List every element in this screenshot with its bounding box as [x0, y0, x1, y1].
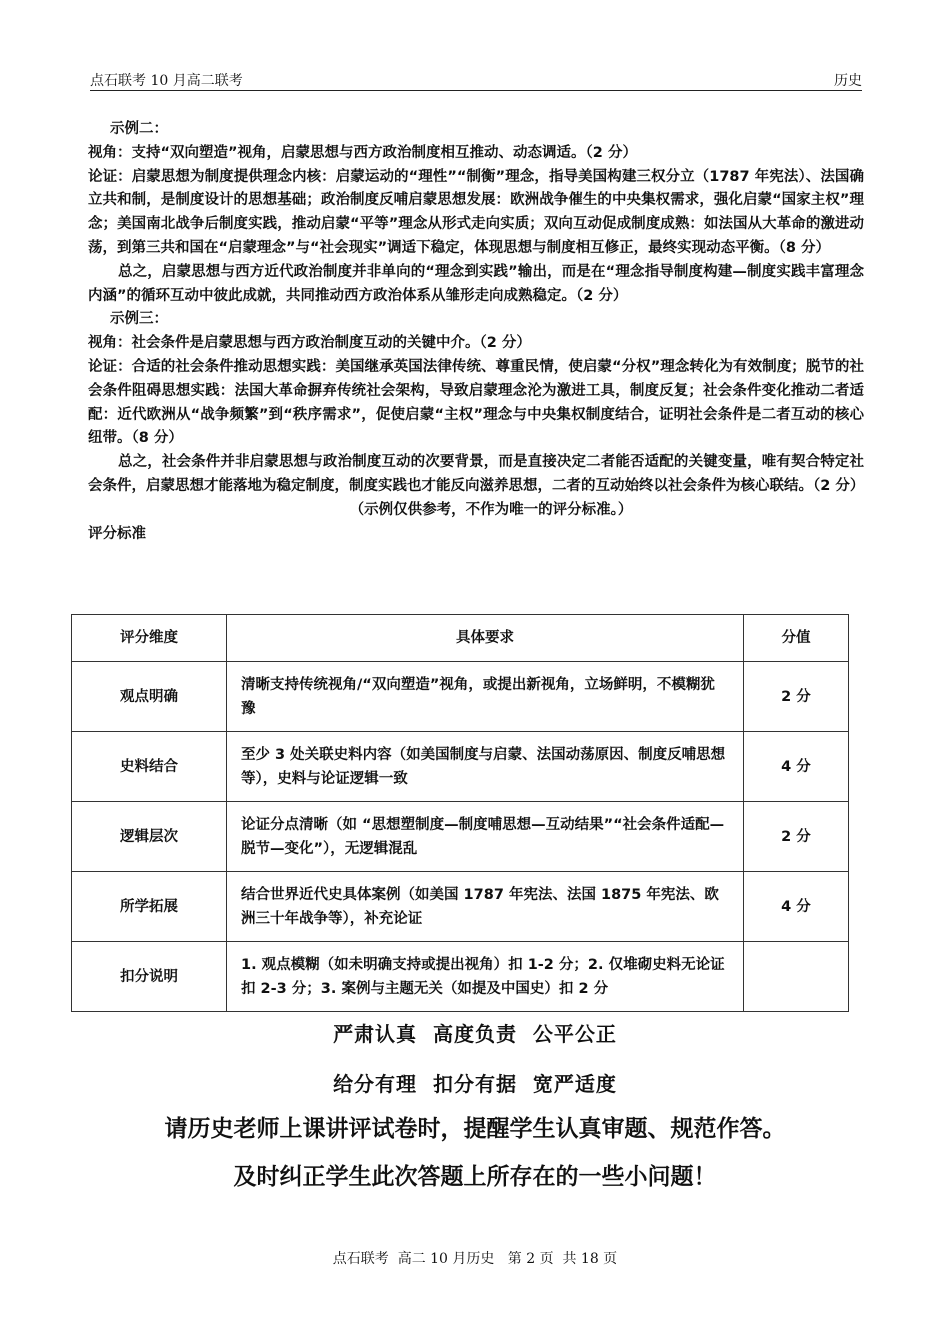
rubric-requirement: 结合世界近代史具体案例（如美国 1787 年宪法、法国 1875 年宪法、欧洲三十年战争等），补充论证: [227, 872, 744, 942]
motto-line-2: 给分有理 扣分有据 宽严适度: [333, 1072, 617, 1096]
rubric-header-dimension: 评分维度: [72, 615, 227, 662]
example2-title: 示例二：: [110, 121, 168, 137]
rubric-dimension: 史料结合: [72, 732, 227, 802]
answer-examples: [88, 118, 864, 546]
rubric-dimension: 所学拓展: [72, 872, 227, 942]
rubric-score: 2 分: [744, 802, 849, 872]
rubric-dimension: 逻辑层次: [72, 802, 227, 872]
rubric-score: 4 分: [744, 872, 849, 942]
example2-view: 视角：支持“双向塑造”视角，启蒙思想与西方政治制度相互推动、动态调适。（2 分）: [88, 144, 637, 161]
rubric-dimension: 观点明确: [72, 662, 227, 732]
example3-view: 视角：社会条件是启蒙思想与西方政治制度互动的关键中介。（2 分）: [88, 335, 531, 352]
motto-line-1: 严肃认真 高度负责 公平公正: [333, 1022, 617, 1046]
rubric-requirement: 论证分点清晰（如 “思想塑制度—制度哺思想—互动结果”“社会条件适配—脱节—变化”），无逻辑混乱: [227, 802, 744, 872]
rubric-score: [744, 942, 849, 1012]
reference-note: （示例仅供参考，不作为唯一的评分标准。）: [349, 501, 633, 518]
rubric-score: 4 分: [744, 732, 849, 802]
table-row: [72, 872, 849, 942]
example3-summary: 总之，社会条件并非启蒙思想与政治制度互动的次要背景，而是直接决定二者能否适配的关键变量，唯有契合特定社会条件，启蒙思想才能落地为稳定制度，制度实践也才能反向滋养思想，二者的互动始终以社会条件为核心联结。（2 分）: [88, 454, 865, 494]
table-row: [72, 732, 849, 802]
table-row: [72, 802, 849, 872]
rubric-dimension: 扣分说明: [72, 942, 227, 1012]
table-row: [72, 942, 849, 1012]
rubric-requirement: 至少 3 处关联史料内容（如美国制度与启蒙、法国动荡原因、制度反哺思想等），史料与论证逻辑一致: [227, 732, 744, 802]
header-subject: 历史: [834, 73, 862, 89]
header-exam-title: 点石联考 10 月高二联考: [90, 73, 243, 89]
rubric-score: 2 分: [744, 662, 849, 732]
rubric-table: [71, 614, 849, 1012]
rubric-header-row: [72, 615, 849, 662]
page-footer: 点石联考 高二 10 月历史 第 2 页 共 18 页: [332, 1251, 618, 1267]
rubric-requirement: 清晰支持传统视角/“双向塑造”视角，或提出新视角，立场鲜明，不模糊犹豫: [227, 662, 744, 732]
example3-argument: 论证：合适的社会条件推动思想实践：美国继承英国法律传统、尊重民情，使启蒙“分权”理念转化为有效制度；脱节的社会条件阻碍思想实践：法国大革命摒弃传统社会架构，导致启蒙理念沦为激进工具，制度反复；社会条件变化推动二者适配：近代欧洲从“战争频繁”到“秩序需求”，促使启蒙“主权”理念与中央集权制度结合，证明社会条件是二者互动的核心纽带。（8 分）: [88, 358, 864, 447]
example2-argument: 论证：启蒙思想为制度提供理念内核：启蒙运动的“理性”“制衡”理念，指导美国构建三权分立（1787 年宪法）、法国确立共和制，是制度设计的思想基础；政治制度反哺启蒙思想发展：欧洲战争催生的中央集权需求，强化启蒙“国家主权”理念；美国南北战争后制度实践，推动启蒙“平等”理念从形式走向实质；双向互动促成制度成熟：如法国从大革命的激进动荡，到第三共和国在“启蒙理念”与“社会现实”调适下稳定，体现思想与制度相互修正，最终实现动态平衡。（8 分）: [88, 168, 864, 256]
rubric-title: 评分标准: [88, 525, 146, 542]
table-row: [72, 662, 849, 732]
rubric-header-score: 分值: [744, 615, 849, 662]
rubric-header-requirement: 具体要求: [227, 615, 744, 662]
rubric-requirement: 1. 观点模糊（如未明确支持或提出视角）扣 1-2 分；2. 仅堆砌史料无论证扣 2-3 分；3. 案例与主题无关（如提及中国史）扣 2 分: [227, 942, 744, 1012]
teacher-reminder: 请历史老师上课讲评试卷时，提醒学生认真审题、规范作答。: [164, 1116, 786, 1142]
example3-title: 示例三：: [110, 311, 168, 328]
example2-summary: 总之，启蒙思想与西方近代政治制度并非单向的“理念到实践”输出，而是在“理念指导制度构建—制度实践丰富理念内涵”的循环互动中彼此成就，共同推动西方政治体系从雏形走向成熟稳定。（2 分）: [88, 263, 864, 304]
correction-reminder: 及时纠正学生此次答题上所存在的一些小问题！: [233, 1164, 717, 1190]
page-header: [90, 68, 862, 91]
